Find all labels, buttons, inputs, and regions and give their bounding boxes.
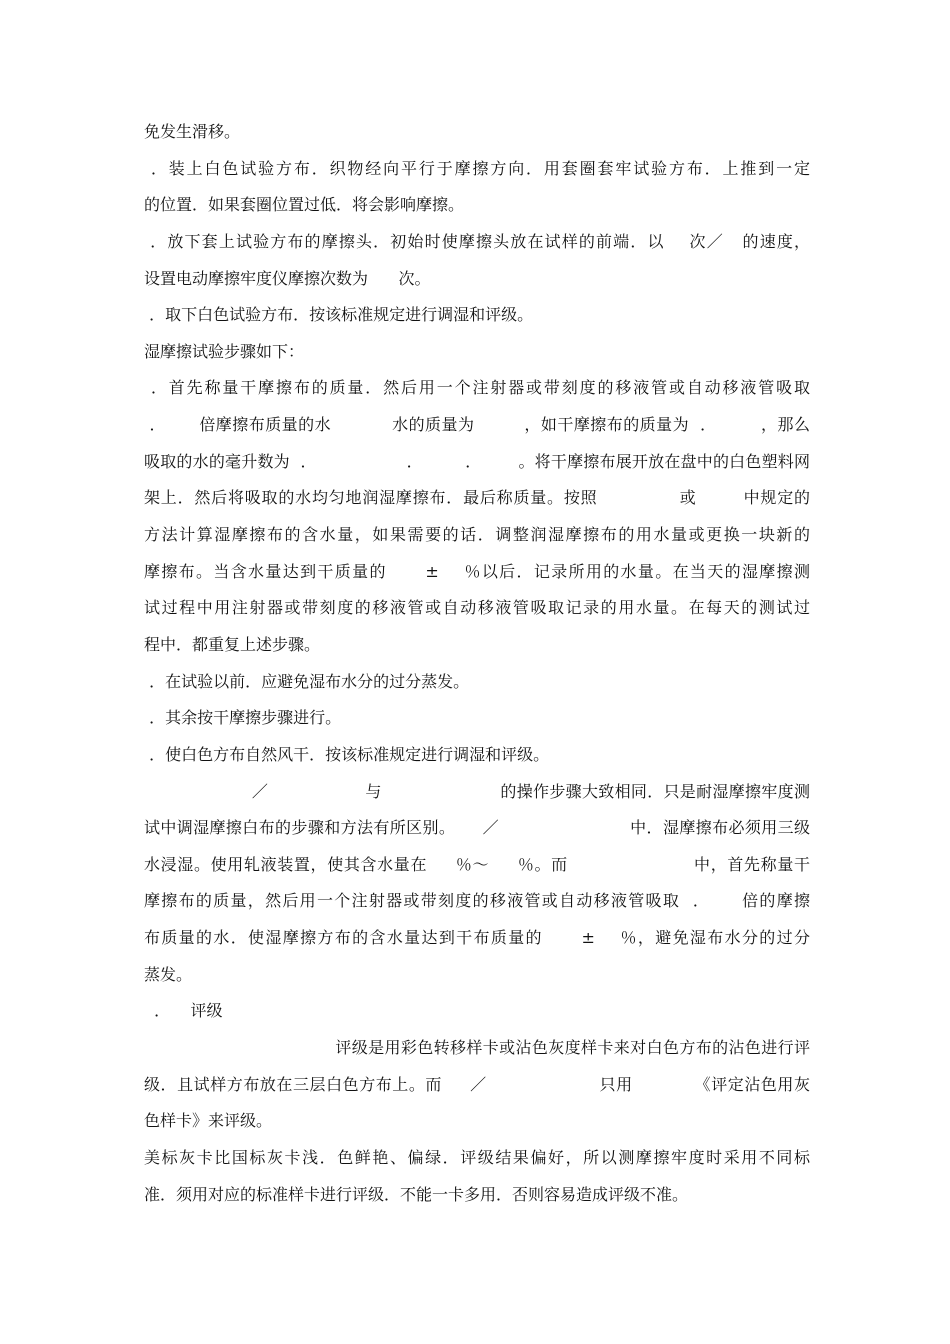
text-line: ．装上白色试验方布．织物经向平行于摩擦方向．用套圈套牢试验方布．上推到一定 (144, 158, 810, 178)
text-line: ．首先称量干摩擦布的质量．然后用一个注射器或带刻度的移液管或自动移液管吸取 (144, 378, 810, 398)
text-line: ． 倍摩擦布质量的水 水的质量为 ，如干摩擦布的质量为 ． ，那么 (144, 415, 810, 435)
text-line: 吸取的水的毫升数为 ． ． ． 。将干摩擦布展开放在盘中的白色塑料网 (144, 451, 810, 471)
text-line: 布质量的水．使湿摩擦方布的含水量达到干布质量的 ± ％，避免湿布水分的过分 (144, 928, 810, 948)
text-line: 蒸发。 (144, 964, 193, 984)
text-line: ． 评级 (144, 1001, 223, 1021)
text-line: 设置电动摩擦牢度仪摩擦次数为 次。 (144, 268, 431, 288)
text-line: 的位置．如果套圈位置过低．将会影响摩擦。 (144, 195, 465, 215)
text-line: ．在试验以前．应避免湿布水分的过分蒸发。 (144, 671, 470, 691)
text-line: ．放下套上试验方布的摩擦头．初始时使摩擦头放在试样的前端．以 次／ 的速度， (144, 231, 810, 251)
text-line: 摩擦布。当含水量达到干质量的 ± ％以后．记录所用的水量。在当天的湿摩擦测 (144, 561, 810, 581)
text-line: 准．须用对应的标准样卡进行评级．不能一卡多用．否则容易造成评级不准。 (144, 1184, 689, 1204)
text-line: 程中．都重复上述步骤。 (144, 634, 321, 654)
text-line: 试过程中用注射器或带刻度的移液管或自动移液管吸取记录的用水量。在每天的测试过 (144, 598, 810, 618)
text-line: 水浸湿。使用轧液装置，使其含水量在 ％～ ％。而 中，首先称量干 (144, 854, 810, 874)
text-line: 方法计算湿摩擦布的含水量，如果需要的话．调整润湿摩擦布的用水量或更换一块新的 (144, 525, 810, 545)
text-line: ．取下白色试验方布．按该标准规定进行调湿和评级。 (144, 305, 534, 325)
text-line: 评级是用彩色转移样卡或沾色灰度样卡来对白色方布的沾色进行评 (144, 1038, 810, 1058)
text-line: 级．且试样方布放在三层白色方布上。而 ／ 只用 《评定沾色用灰 (144, 1074, 810, 1094)
text-line: ．其余按干摩擦步骤进行。 (144, 708, 342, 728)
text-line: ／ 与 的操作步骤大致相同．只是耐湿摩擦牢度测 (144, 781, 810, 801)
text-line: ．使白色方布自然风干．按该标准规定进行调湿和评级。 (144, 744, 550, 764)
document-body (144, 114, 810, 1213)
text-line: 试中调湿摩擦白布的步骤和方法有所区别。 ／ 中．湿摩擦布必须用三级 (144, 818, 810, 838)
text-line: 摩擦布的质量，然后用一个注射器或带刻度的移液管或自动移液管吸取 ． 倍的摩擦 (144, 891, 810, 911)
text-line: 色样卡》来评级。 (144, 1111, 273, 1131)
text-line: 免发生滑移。 (144, 122, 241, 141)
text-line: 湿摩擦试验步骤如下： (144, 341, 305, 361)
text-line: 美标灰卡比国标灰卡浅．色鲜艳、偏绿．评级结果偏好，所以测摩擦牢度时采用不同标 (144, 1147, 810, 1167)
text-line: 架上．然后将吸取的水均匀地润湿摩擦布．最后称质量。按照 或 中规定的 (144, 488, 810, 508)
